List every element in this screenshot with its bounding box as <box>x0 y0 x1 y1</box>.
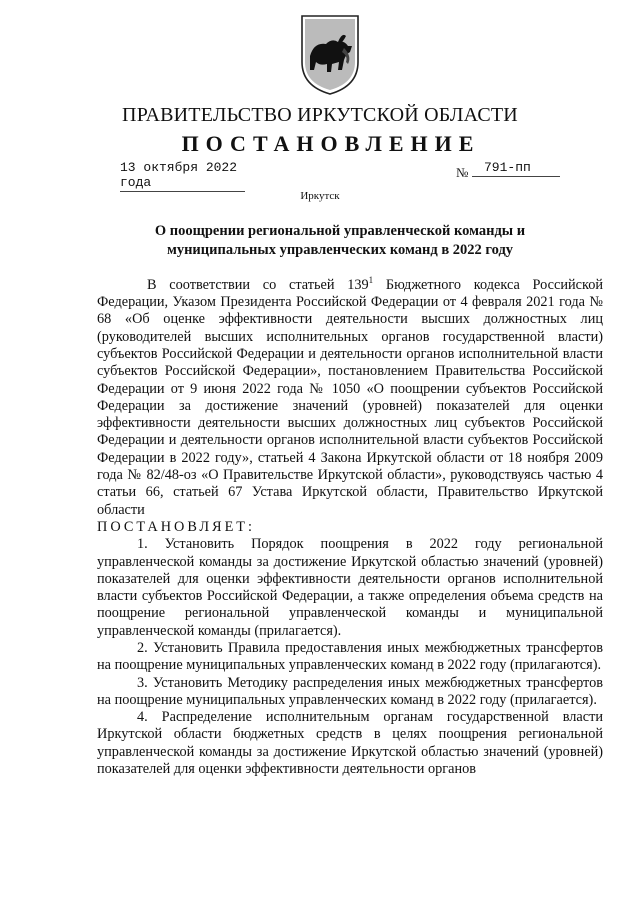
item-1: 1. Установить Порядок поощрения в 2022 году региональной управленческой команды за достижение Иркутской областью значений (уровней) показателей для оценки эффективности деятельности органов исполнительной власти субъектов Российской Федерации, а также определения объема средств на поощрение региональной управленческой команды и муниципальной управленческой команды (прилагается). <box>97 536 603 639</box>
document-number: 791-пп <box>472 160 560 177</box>
document-date: 13 октября 2022 года <box>120 160 245 192</box>
item-2: 2. Установить Правила предоставления иных межбюджетных трансфертов на поощрение муниципальных управленческих команд в 2022 году (прилагаются). <box>97 640 603 674</box>
number-label: № <box>456 165 469 180</box>
city-name: Иркутск <box>300 190 340 202</box>
title-line-2: муниципальных управленческих команд в 2022 году <box>166 242 514 258</box>
government-name: ПРАВИТЕЛЬСТВО ИРКУТСКОЙ ОБЛАСТИ <box>122 104 518 126</box>
item-3: 3. Установить Методику распределения иных межбюджетных трансфертов на поощрение муниципальных управленческих команд в 2022 году (прилагается). <box>97 674 603 708</box>
title-line-1: О поощрении региональной управленческой команды и <box>154 223 526 239</box>
item-4: 4. Распределение исполнительным органам государственной власти Иркутской области бюджетных средств в целях поощрения региональной управленческой команды за достижение Иркутской областью значений (уровней) показателей для оценки эффективности деятельности органов <box>97 709 603 778</box>
resolves-heading: ПОСТАНОВЛЯЕТ: <box>97 518 256 535</box>
preamble-rest: Бюджетного кодекса Российской Федерации, Указом Президента Российской Федерации от 4 февраля 2021 года № 68 «Об оценке эффективности деятельности высших должностных лиц (руководителей высших исполнительных органов государственной власти) субъектов Российской Федерации и деятельности органов исполнительной власти субъектов Российской Федерации», постановлением Правительства Российской Федерации от 9 июня 2022 года № 1050 «О поощрении субъектов Российской Федерации за достижение значений (уровней) показателей для оценки эффективности деятельности высших должностных лиц субъектов Российской Федерации и деятельности органов исполнительной власти субъектов Российской Федерации в 2022 году», статьей 4 Закона Иркутской области от 18 ноября 2009 года № 82/48-оз «О Правительстве Иркутской области», руководствуясь частью 4 статьи 66, статьей 67 Устава Иркутской области, Правительство Иркутской области <box>97 276 603 518</box>
preamble-superscript: 1 <box>368 275 374 285</box>
document-body <box>97 272 603 778</box>
document-title <box>150 222 530 260</box>
preamble-start: В соответствии со статьей 139 <box>147 276 369 293</box>
coat-of-arms-emblem <box>298 12 362 96</box>
preamble-paragraph <box>97 272 603 519</box>
document-type: ПОСТАНОВЛЕНИЕ <box>181 131 481 156</box>
